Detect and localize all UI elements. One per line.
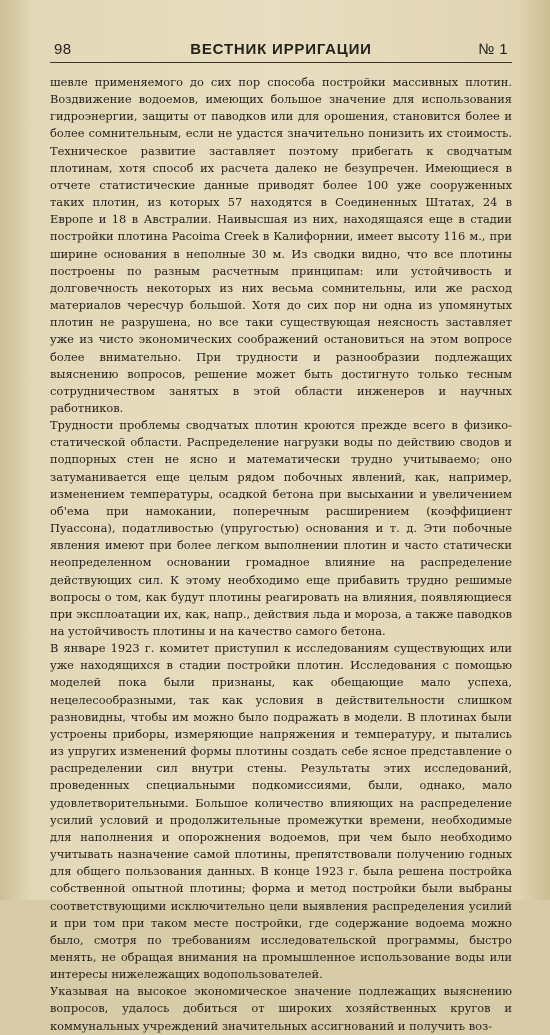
paragraph: Трудности проблемы сводчатых плотин кроются прежде всего в физико-статической области. Распределение нагрузки воды по действию сводов и подпорных стен не ясно и математически трудно учитываемо; оно затуманивается еще целым рядом побочных явлений, как, например, изменением температуры, осадкой бетона при высыхании и увеличением об'ема при намокании, поперечным расширением (коэффициент Пуассона), податливостью (упругостью) основания и т. д. Эти побочные явления имеют при более легком выполнении плотин и часто статически неопределенном основании громадное влияние на распределение действующих сил. К этому необходимо еще прибавить трудно решимые вопросы о том, как будут плотины реагировать на влияния, появляющиеся при эксплоатации их, как, напр., действия льда и мороза, а также паводков на устойчивость плотины и на качество самого бетона.	[50, 418, 512, 638]
article-body	[50, 74, 512, 1035]
paragraph: шевле применяемого до сих пор способа постройки массивных плотин. Воздвижение водоемов, имеющих большое значение для использования гидроэнергии, защиты от паводков или для орошения, становится более и более сомнительным, если не удастся значительно понизить их стоимость. Техническое развитие заставляет поэтому прибегать к сводчатым плотинам, хотя способ их расчета далеко не безупречен. Имеющиеся в отчете статистические данные приводят более 100 уже сооруженных таких плотин, из которых 57 находятся в Соединенных Штатах, 24 в Европе и 18 в Австралии. Наивысшая из них, находящаяся еще в стадии постройки плотина Pacoima Creek в Калифорнии, имеет высоту 116 м., при ширине основания в неполные 30 м. Из сводки видно, что все плотины построены по разным расчетным принципам: или устойчивость и долговечность некоторых из них весьма сомнительны, или же расход материалов чересчур большой. Хотя до сих пор ни одна из упомянутых плотин не разрушена, но все таки существующая неясность заставляет уже из чисто экономических соображений остановиться на этом вопросе более внимательно. При трудности и разнообразии подлежащих выяснению вопросов, решение может быть достигнуто только тесным сотрудничеством занятых в этой области инженеров и научных работников.	[50, 75, 512, 415]
header-rule	[50, 62, 512, 63]
running-header	[50, 38, 512, 62]
paragraph: В январе 1923 г. комитет приступил к исследованиям существующих или уже находящихся в стадии постройки плотин. Исследования с помощью моделей пока были признаны, как обещающие мало успеха, нецелесообразными, так как условия в действительности слишком разновидны, чтобы им можно было подражать в модели. В плотинах были устроены приборы, измеряющие напряжения и температуру, и пытались из упругих изменений формы плотины создать себе ясное представление о распределении сил внутри стены. Результаты этих исследований, проведенных специальными подкомиссиями, были, однако, мало удовлетворительными. Большое количество влияющих на распределение усилий условий и продолжительные промежутки времени, необходимые для наполнения и опорожнения водоемов, при чем было необходимо учитывать назначение самой плотины, препятствовали получению годных для общего пользования данных. В конце 1923 г. была решена постройка собственной опытной плотины; форма и метод постройки были выбраны соответствующими исключительно цели выявления распределения усилий и при том при таком месте постройки, где содержание водоема можно было, смотря по требованиям исследовательской программы, быстро менять, не обращая внимания на промышленное использование воды или интересы нижележащих водопользователей.	[50, 641, 512, 982]
journal-title: ВЕСТНИК ИРРИГАЦИИ	[190, 41, 372, 58]
paragraph: Указывая на высокое экономическое значение подлежащих выяснению вопросов, удалось добиться от широких хозяйственных кругов и коммунальных учреждений значительных ассигнований и получить воз-	[50, 984, 512, 1033]
page-number: 98	[54, 41, 72, 58]
issue-number: № 1	[478, 41, 508, 58]
